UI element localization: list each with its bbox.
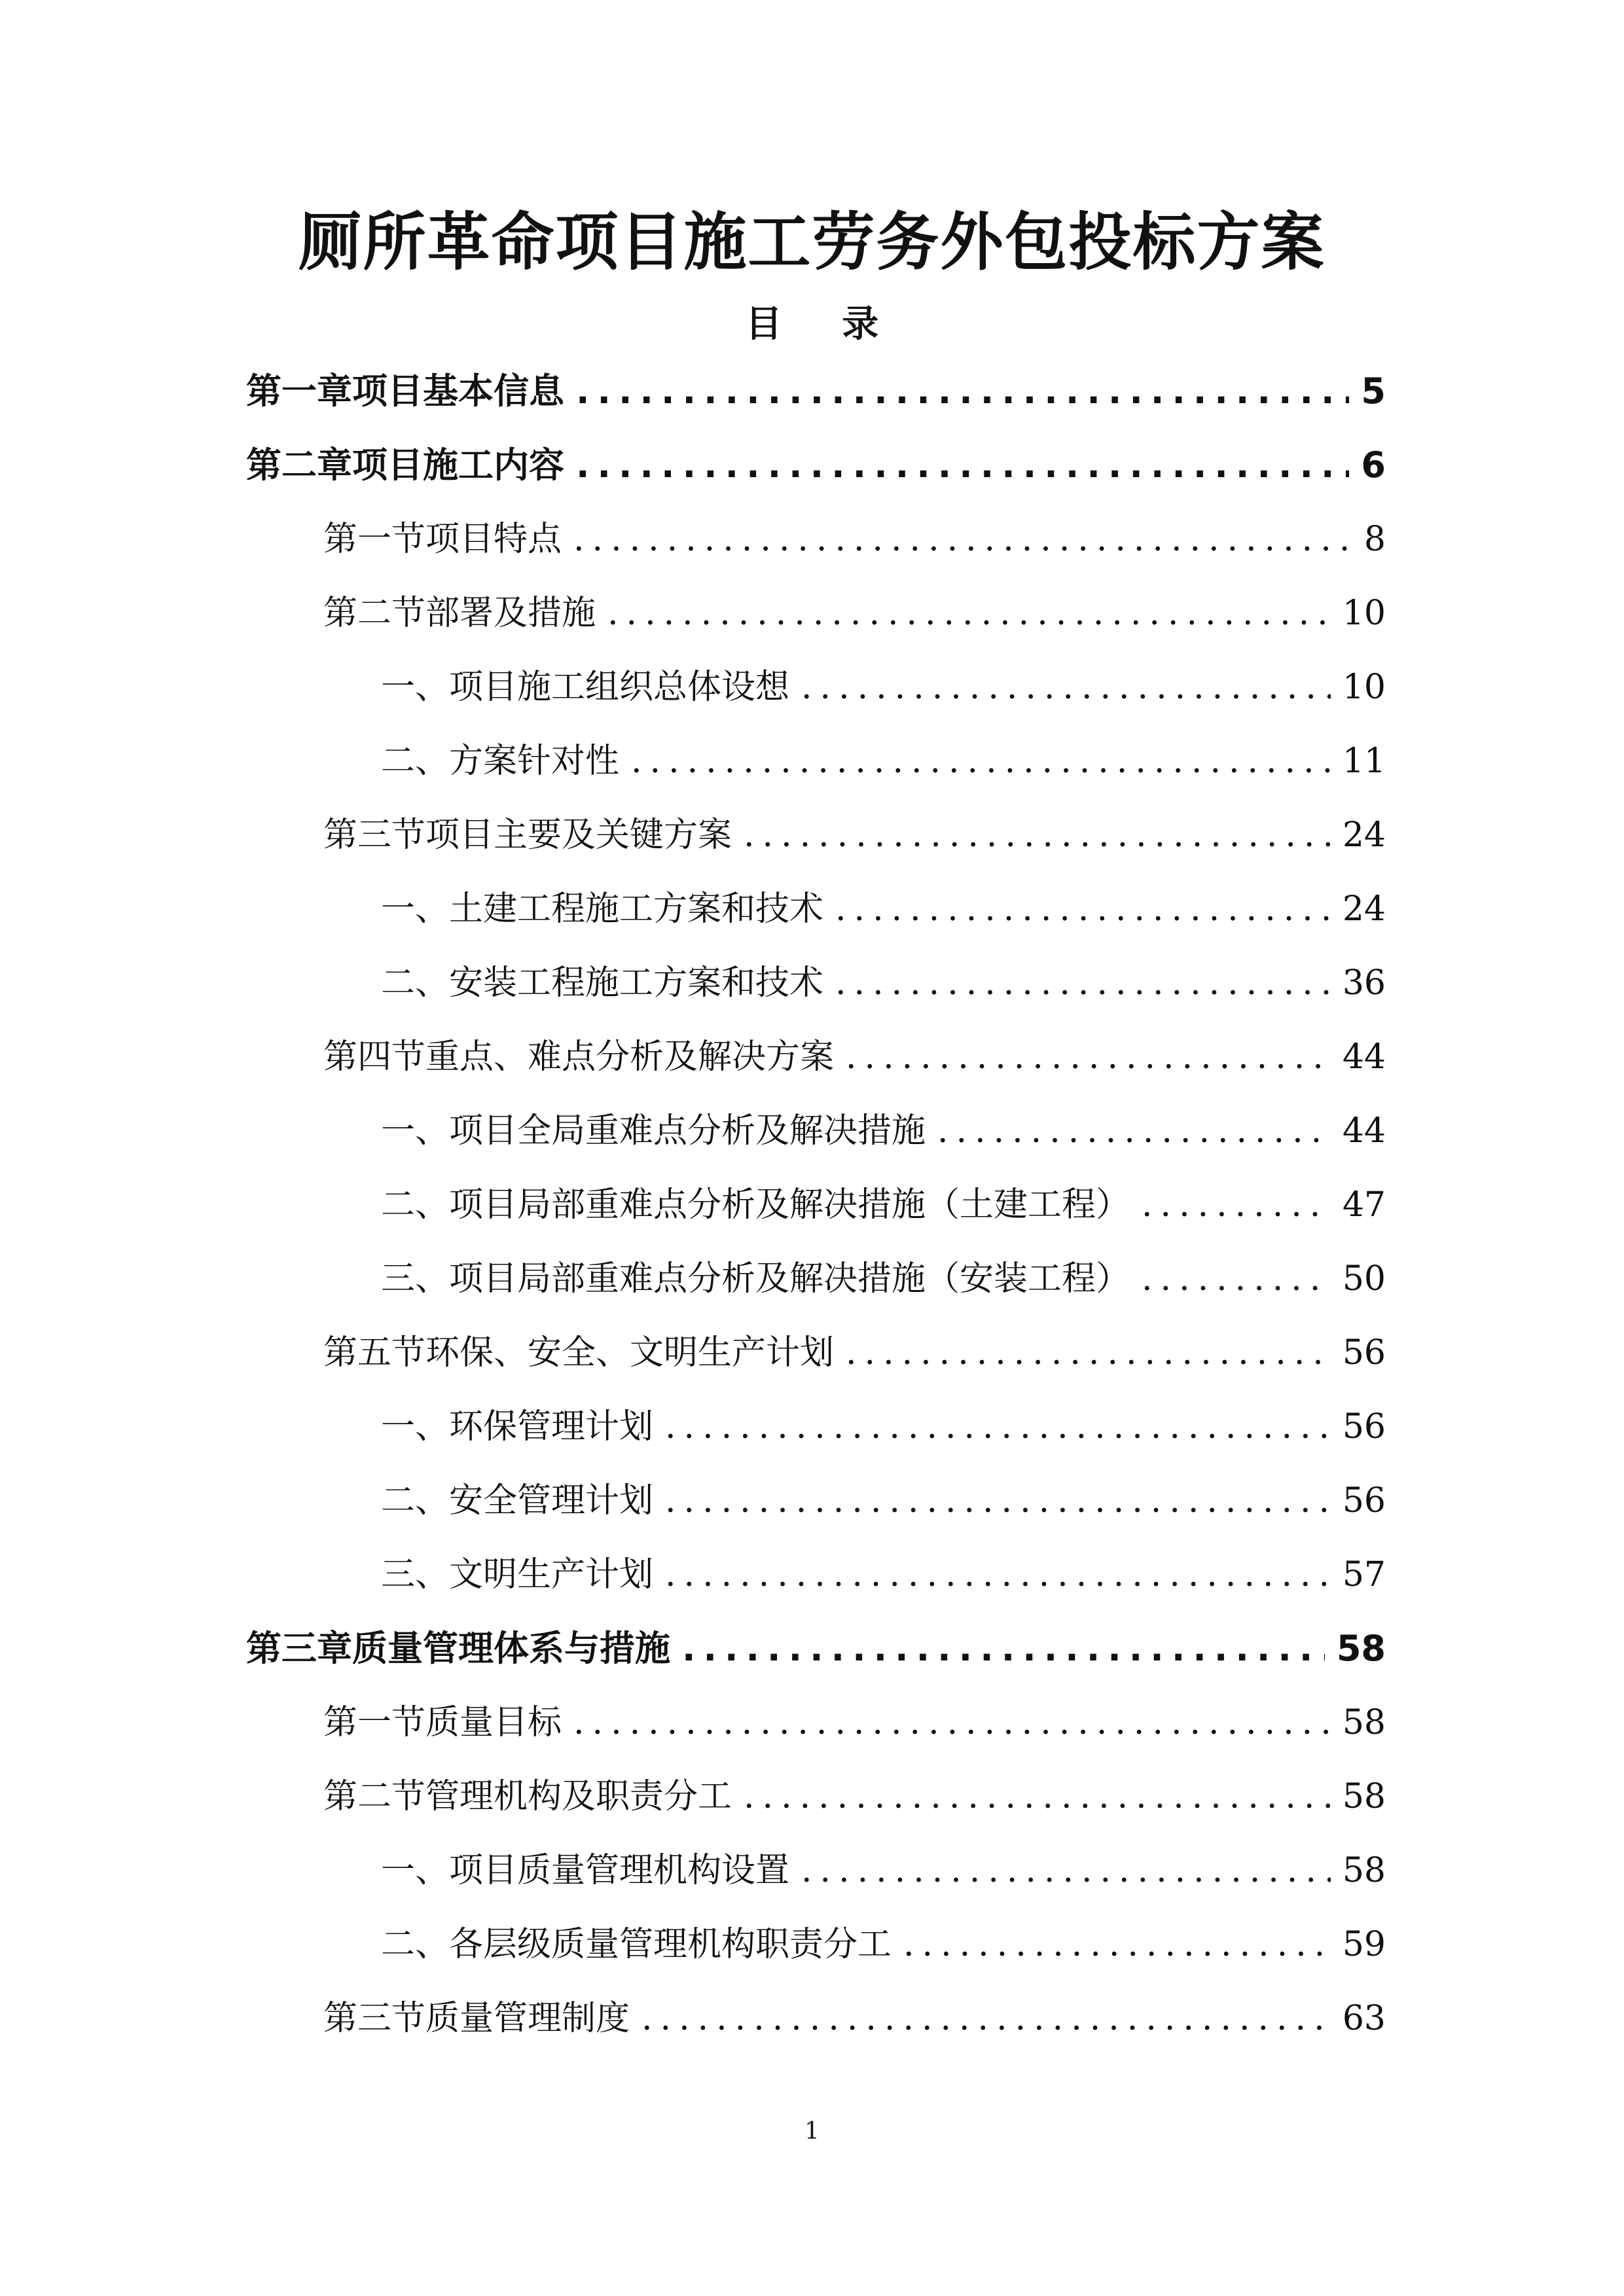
document-title: 厕所革命项目施工劳务外包投标方案 [298,206,1326,279]
toc-entry[interactable] [381,1395,1386,1458]
toc-entry-number: 二、 [381,1925,450,1964]
dot-leader [1142,1247,1331,1310]
toc-entry[interactable] [323,1026,1386,1088]
dot-leader [665,1469,1331,1532]
toc-entry[interactable] [381,656,1386,719]
toc-heading: 目 录 [745,303,903,346]
toc-entry-number: 第二章 [246,444,352,486]
toc-entry[interactable] [381,878,1386,941]
toc-entry-label: 项目基本信息 [352,370,564,412]
toc-entry-number: 第二节 [323,1777,426,1816]
toc-entry-page: 44 [1342,1037,1386,1077]
toc-entry-page: 44 [1342,1111,1386,1151]
dot-leader [937,1100,1331,1162]
dot-leader [665,1395,1331,1458]
dot-leader [665,1543,1331,1606]
toc-entry-label: 方案针对性 [449,742,620,781]
toc-entry-label: 项目施工内容 [352,444,564,486]
dot-leader [641,1987,1331,2050]
toc-entry-number: 第一节 [323,1703,426,1742]
toc-entry-page: 56 [1342,1481,1386,1520]
toc-entry-page: 47 [1342,1185,1386,1225]
dot-leader [903,1913,1331,1976]
toc-entry-label: 安全管理计划 [449,1481,654,1520]
toc-entry-label: 土建工程施工方案和技术 [449,889,824,929]
toc-entry-number: 二、 [381,963,450,1003]
dot-leader [846,1026,1331,1088]
toc-entry[interactable] [381,1247,1386,1310]
toc-entry[interactable] [381,1174,1386,1236]
toc-entry-label: 质量目标 [425,1703,562,1742]
toc-entry-label: 环保、安全、文明生产计划 [425,1333,835,1372]
page-number: 1 [804,2118,820,2145]
toc-entry[interactable] [323,1987,1386,2050]
dot-leader [801,656,1331,719]
dot-leader [835,878,1331,941]
toc-entry-page: 58 [1342,1703,1386,1742]
toc-entry-label: 项目质量管理机构设置 [449,1851,790,1890]
toc-entry[interactable] [323,804,1386,867]
toc-entry-page: 56 [1342,1407,1386,1446]
dot-leader [744,804,1331,867]
toc-entry-page: 6 [1361,444,1386,486]
toc-entry-label: 项目全局重难点分析及解决措施 [449,1111,926,1151]
toc-entry-page: 10 [1342,594,1386,633]
toc-entry[interactable] [323,1691,1386,1754]
toc-entry-number: 第四节 [323,1037,426,1077]
toc-entry-label: 项目主要及关键方案 [425,816,732,855]
toc-entry-number: 一、 [381,1407,450,1446]
toc-entry-label: 管理机构及职责分工 [425,1777,732,1816]
toc-entry[interactable] [246,360,1386,423]
toc-entry-number: 第二节 [323,594,426,633]
toc-entry-page: 10 [1342,668,1386,707]
toc-entry[interactable] [246,434,1386,497]
dot-leader [1142,1174,1331,1236]
toc-entry-number: 三、 [381,1259,450,1299]
dot-leader [744,1765,1331,1828]
toc-entry-label: 安装工程施工方案和技术 [449,963,824,1003]
toc-entry-label: 质量管理制度 [425,1999,630,2038]
toc-entry-number: 一、 [381,889,450,929]
toc-entry[interactable] [381,1839,1386,1902]
toc-entry-number: 第三节 [323,1999,426,2038]
toc-entry-label: 环保管理计划 [449,1407,654,1446]
toc-entry[interactable] [323,1765,1386,1828]
toc-entry-number: 二、 [381,742,450,781]
toc-entry-number: 二、 [381,1481,450,1520]
toc-entry-label: 重点、难点分析及解决方案 [425,1037,835,1077]
dot-leader [607,582,1331,645]
toc-entry[interactable] [323,508,1386,571]
toc-entry-page: 5 [1361,370,1386,412]
toc-entry-page: 59 [1342,1925,1386,1964]
toc-entry-number: 第三章 [246,1628,352,1669]
toc-entry-number: 第一节 [323,520,426,559]
toc-entry-page: 24 [1342,816,1386,855]
toc-entry[interactable] [323,582,1386,645]
dot-leader [846,1321,1331,1384]
dot-leader [573,508,1352,571]
toc-entry[interactable] [381,1469,1386,1532]
toc-entry-label: 文明生产计划 [449,1555,654,1594]
toc-entry-number: 一、 [381,668,450,707]
toc-entry[interactable] [246,1617,1386,1680]
toc-entry-number: 一、 [381,1851,450,1890]
toc-entry-page: 24 [1342,889,1386,929]
toc-entry-number: 第一章 [246,370,352,412]
dot-leader [576,360,1349,423]
toc-entry-number: 一、 [381,1111,450,1151]
toc-entry[interactable] [381,730,1386,793]
toc-entry-number: 第三节 [323,816,426,855]
dot-leader [576,434,1349,497]
toc-entry-label: 项目局部重难点分析及解决措施（土建工程） [449,1185,1130,1225]
toc-entry[interactable] [381,1100,1386,1162]
toc-entry-page: 11 [1342,742,1386,781]
toc-entry-page: 56 [1342,1333,1386,1372]
dot-leader [801,1839,1331,1902]
toc-entry-page: 63 [1342,1999,1386,2038]
toc-entry[interactable] [381,1913,1386,1976]
dot-leader [573,1691,1331,1754]
toc-entry-label: 各层级质量管理机构职责分工 [449,1925,892,1964]
toc-entry[interactable] [323,1321,1386,1384]
toc-entry[interactable] [381,952,1386,1014]
toc-entry-number: 第五节 [323,1333,426,1372]
toc-entry-page: 58 [1342,1851,1386,1890]
toc-entry-page: 58 [1336,1628,1386,1669]
toc-entry-label: 项目施工组织总体设想 [449,668,790,707]
toc-entry-page: 50 [1342,1259,1386,1299]
dot-leader [631,730,1331,793]
toc-entry-number: 三、 [381,1555,450,1594]
toc-entry-label: 项目局部重难点分析及解决措施（安装工程） [449,1259,1130,1299]
toc-entry-label: 部署及措施 [425,594,596,633]
dot-leader [835,952,1331,1014]
toc-entry-page: 57 [1342,1555,1386,1594]
dot-leader [682,1617,1325,1680]
toc-entry[interactable] [381,1543,1386,1606]
toc-entry-number: 二、 [381,1185,450,1225]
toc-entry-page: 36 [1342,963,1386,1003]
toc-entry-label: 项目特点 [425,520,562,559]
toc-entry-label: 质量管理体系与措施 [352,1628,670,1669]
toc-entry-page: 8 [1363,520,1386,559]
toc-entry-page: 58 [1342,1777,1386,1816]
